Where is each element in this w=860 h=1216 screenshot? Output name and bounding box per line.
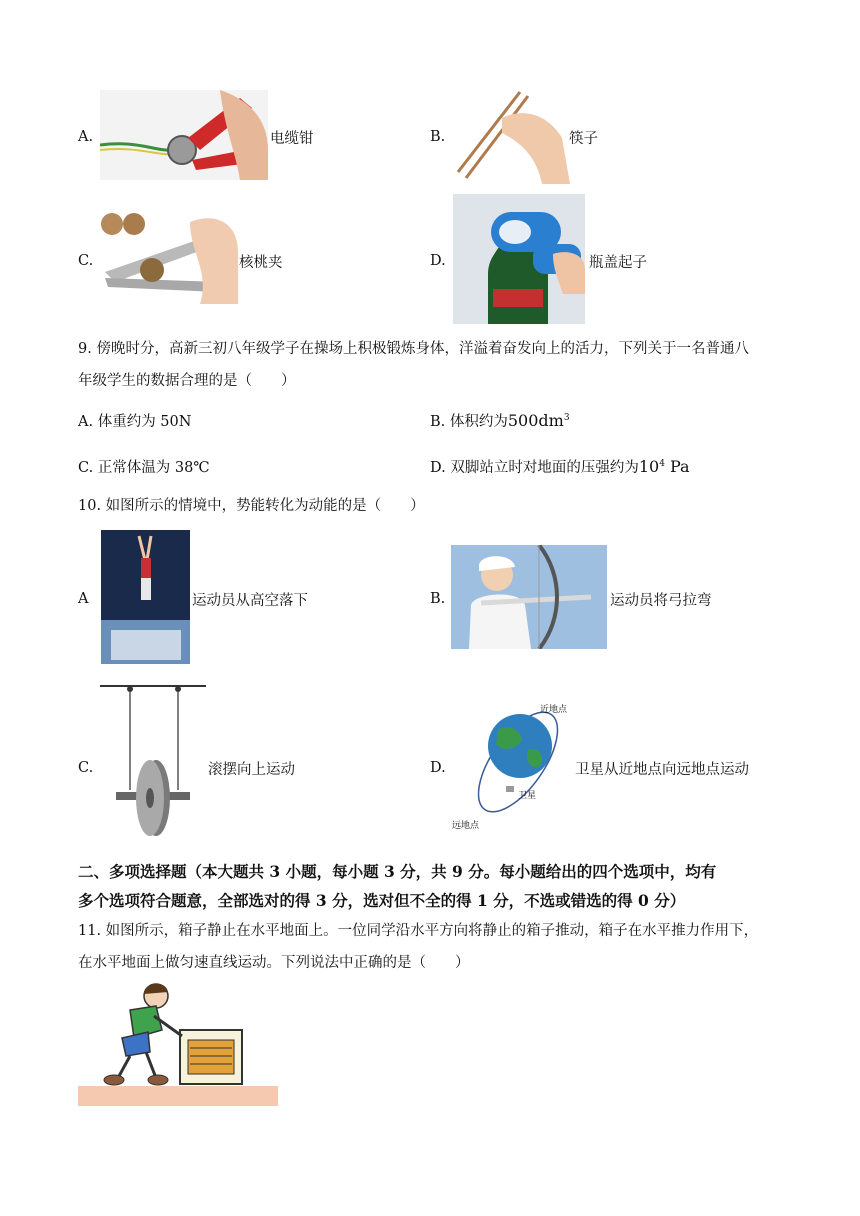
option-a-label: 电缆钳: [270, 131, 314, 147]
chopsticks-image: [452, 88, 570, 184]
q10-option-c-letter: C.: [78, 760, 94, 776]
q9-stem-line1: 9. 傍晚时分，高新三初八年级学子在操场上积极锻炼身体，洋溢着奋发向上的活力，下列关于一名普通八: [78, 341, 749, 357]
section2-header-line1: 二、多项选择题（本大题共 3 小题，每小题 3 分，共 9 分。每小题给出的四个选项中，均有: [78, 862, 717, 881]
q11-stem-line2: 在水平地面上做匀速直线运动。下列说法中正确的是（ ）: [78, 955, 470, 971]
q9-option-b-prefix: B. 体积约为: [430, 414, 508, 430]
satellite-orbit-image: [450, 700, 580, 832]
q9-option-b-value: 500dm: [507, 411, 564, 430]
bottle-opener-image: [453, 194, 585, 324]
trampoline-athlete-image: [101, 530, 190, 664]
apogee-label: 远地点: [452, 821, 480, 831]
satellite-label: 卫星: [518, 791, 537, 801]
q10-option-d-letter: D.: [430, 760, 446, 776]
q9-option-d-prefix: D. 双脚站立时对地面的压强约为: [430, 460, 639, 476]
archer-image: [451, 545, 607, 649]
nutcracker-image: [100, 212, 238, 304]
option-c-label: 核桃夹: [239, 255, 283, 271]
q10-option-a-letter: A: [78, 591, 89, 607]
q10-option-b-letter: B.: [430, 591, 446, 607]
option-c-letter: C.: [78, 253, 94, 269]
option-b-letter: B.: [430, 129, 446, 145]
q10-option-c-label: 滚摆向上运动: [208, 762, 295, 778]
q11-stem-line1: 11. 如图所示，箱子静止在水平地面上。一位同学沿水平方向将静止的箱子推动，箱子在水平推力作用下，: [78, 923, 759, 939]
q10-option-b-label: 运动员将弓拉弯: [610, 593, 712, 609]
option-a-letter: A.: [78, 129, 94, 145]
q10-option-d-label: 卫星从近地点向远地点运动: [575, 762, 749, 778]
q9-option-b-exponent: 3: [563, 413, 570, 424]
q9-option-d-exponent: 4: [659, 459, 665, 470]
q9-option-c: C. 正常体温为 38℃: [78, 460, 210, 476]
option-d-label: 瓶盖起子: [589, 255, 647, 271]
q9-stem-line2: 年级学生的数据合理的是（ ）: [78, 373, 296, 389]
cable-cutter-image: [100, 90, 268, 180]
q9-option-a: A. 体重约为 50N: [78, 414, 192, 430]
maxwell-wheel-image: [100, 680, 206, 836]
q10-stem: 10. 如图所示的情境中，势能转化为动能的是（ ）: [78, 498, 425, 514]
option-b-label: 筷子: [569, 131, 598, 147]
q9-option-d: [430, 456, 690, 477]
boy-pushing-box-image: [78, 982, 278, 1106]
q9-option-d-value: 10: [638, 457, 660, 476]
perigee-label: 近地点: [540, 705, 568, 715]
q9-option-d-unit: Pa: [664, 457, 690, 476]
option-d-letter: D.: [430, 253, 446, 269]
q10-option-a-label: 运动员从高空落下: [192, 593, 308, 609]
q9-option-b: [430, 410, 570, 431]
section2-header-line2: 多个选项符合题意，全部选对的得 3 分，选对但不全的得 1 分，不选或错选的得 0 分）: [78, 891, 686, 910]
